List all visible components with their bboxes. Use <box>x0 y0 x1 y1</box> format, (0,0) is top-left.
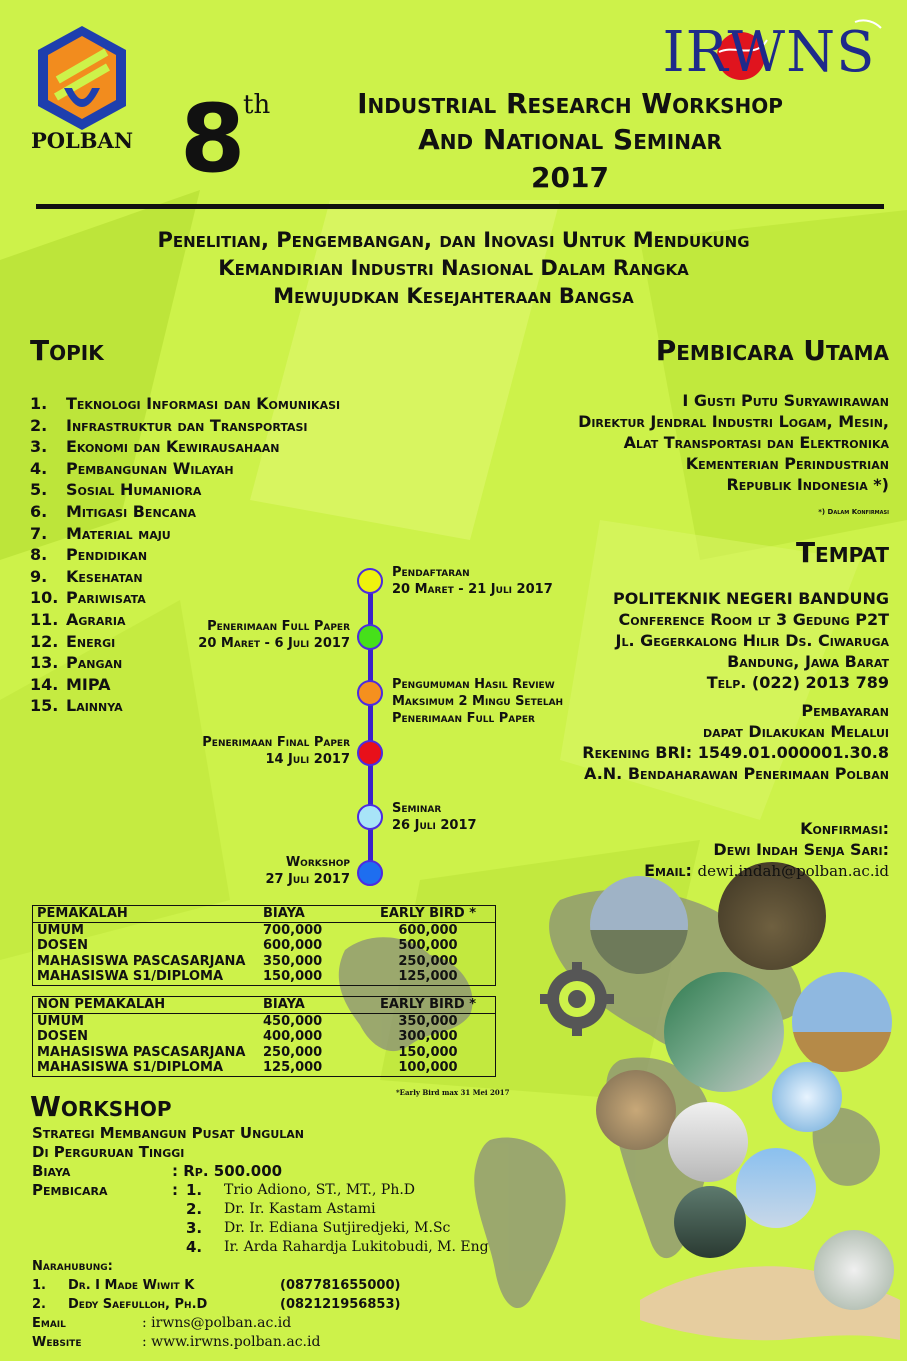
workshop-speaker-colon <box>172 1219 186 1238</box>
keynote-details <box>578 390 889 495</box>
contact-website[interactable]: : www.irwns.polban.ac.id <box>142 1334 321 1350</box>
contact-number: 2. <box>32 1297 46 1312</box>
keynote-position-line1: Direktur Jendral Industri Logam, Mesin, <box>578 412 889 431</box>
workshop-speakers <box>32 1181 492 1257</box>
topic-number: 8. <box>30 545 48 565</box>
workshop-fee-row <box>32 1162 492 1181</box>
fee-cell: 250,000 <box>263 1044 323 1060</box>
fee-table-non-presenter <box>32 996 496 1077</box>
topic-item <box>30 479 450 501</box>
contact-email-row <box>32 1314 502 1333</box>
venue-line1: POLITEKNIK NEGERI BANDUNG <box>612 589 889 608</box>
topic-item <box>30 695 450 717</box>
fee-cell: 150,000 <box>263 969 323 984</box>
workshop-speaker <box>32 1200 492 1219</box>
theme-line1: Penelitian, Pengembangan, dan Inovasi Untuk Mendukung <box>157 228 750 252</box>
workshop-title: Workshop <box>30 1090 172 1123</box>
topic-label: Sosial Humaniora <box>66 480 202 500</box>
timeline-dot <box>357 624 383 650</box>
topic-number: 2. <box>30 415 48 435</box>
payment-account-name: A.N. Bendaharawan Penerimaan Polban <box>584 764 889 783</box>
topic-number: 15. <box>30 696 59 716</box>
confirmation-details <box>644 818 889 882</box>
topic-number: 1. <box>30 394 48 413</box>
payment-line1: Pembayaran <box>801 701 889 720</box>
workshop-speaker-number: 1. <box>186 1181 203 1199</box>
timeline-title: Workshop <box>285 855 350 870</box>
keynote-title: Pembicara Utama <box>655 334 889 367</box>
fee-header-cell: BIAYA <box>263 997 305 1012</box>
topic-item <box>30 415 450 437</box>
topic-label: Agraria <box>66 609 126 629</box>
workshop-fee-value: : Rp. 500.000 <box>172 1162 283 1180</box>
timeline-title: Penerimaan Final Paper <box>202 735 350 750</box>
event-title-line1: Industrial Research Workshop <box>357 87 783 120</box>
fee-cell: 700,000 <box>263 922 323 938</box>
fee-row <box>33 1014 495 1030</box>
workshop-speaker-name: Dr. Ir. Kastam Astami <box>224 1201 376 1217</box>
topic-number: 7. <box>30 523 48 543</box>
fee-cell: 300,000 <box>398 1029 458 1044</box>
confirmation-label: Konfirmasi: <box>800 819 889 838</box>
topic-label: Teknologi Informasi dan Komunikasi <box>66 394 341 413</box>
workshop-speaker-label <box>32 1219 172 1238</box>
workshop-speaker-number: 3. <box>186 1219 203 1237</box>
timeline-title: Pengumuman Hasil Review <box>392 677 555 692</box>
workshop-speaker-label: Pembicara <box>32 1181 108 1199</box>
workshop-speaker-name: Dr. Ir. Ediana Sutjiredjeki, M.Sc <box>224 1220 451 1236</box>
edition-suffix: th <box>243 90 271 120</box>
topic-number: 14. <box>30 674 59 694</box>
contact-phone[interactable]: (082121956853) <box>280 1297 401 1312</box>
timeline-date: 27 Juli 2017 <box>265 872 350 887</box>
fee-cell: 600,000 <box>398 922 458 938</box>
construction-crane-photo <box>792 972 892 1072</box>
power-lines-photo <box>736 1148 816 1228</box>
fee-cell: 400,000 <box>263 1029 323 1044</box>
keynote-name: I Gusti Putu Suryawirawan <box>682 391 889 410</box>
topic-label: Pendidikan <box>66 545 148 565</box>
timeline-dot <box>357 680 383 706</box>
topic-label: Pariwisata <box>66 588 146 608</box>
fee-cell: 600,000 <box>263 938 323 953</box>
payment-details <box>582 700 889 784</box>
fee-cell: MAHASISWA PASCASARJANA <box>37 1044 246 1060</box>
confirmation-name: Dewi Indah Senja Sari: <box>713 840 889 859</box>
topic-label: Energi <box>66 631 116 651</box>
topic-label: Infrastruktur dan Transportasi <box>66 415 308 435</box>
circuit-board-photo <box>664 972 784 1092</box>
contact-person <box>32 1276 502 1295</box>
workshop-speaker-name: Ir. Arda Rahardja Lukitobudi, M. Eng <box>224 1239 489 1255</box>
fee-table-presenter <box>32 905 496 986</box>
topic-item <box>30 458 450 480</box>
timeline-label <box>392 800 477 834</box>
fee-cell: DOSEN <box>37 1029 88 1044</box>
fee-row <box>33 1060 495 1076</box>
edition-number: 8 <box>180 85 246 194</box>
topic-number: 12. <box>30 631 59 651</box>
irwns-wordmark: IRWNS <box>662 20 876 85</box>
fee-header-cell: PEMAKALAH <box>37 906 128 921</box>
fee-row <box>33 954 495 970</box>
keynote-position-line3: Kementerian Perindustrian <box>685 454 889 473</box>
fee-cell: DOSEN <box>37 938 88 953</box>
fee-row <box>33 923 495 939</box>
timeline-date: 20 Maret - 6 Juli 2017 <box>198 636 350 651</box>
wind-turbine-photo <box>590 876 688 974</box>
workshop-speaker-colon <box>172 1238 186 1257</box>
topic-number: 9. <box>30 566 48 586</box>
topic-item <box>30 436 450 458</box>
workshop-speaker-colon <box>172 1200 186 1219</box>
workshop-speaker <box>32 1238 492 1257</box>
timeline-date: 14 Juli 2017 <box>265 752 350 767</box>
workshop-speaker-colon: : <box>172 1181 178 1199</box>
contact-title: Narahubung: <box>32 1259 113 1274</box>
timeline-date2: Penerimaan Full Paper <box>392 711 535 726</box>
fee-cell: 150,000 <box>398 1044 458 1060</box>
event-theme <box>30 226 877 310</box>
fee-table-header <box>33 906 495 923</box>
timeline-dot <box>357 568 383 594</box>
topic-item <box>30 674 450 696</box>
confirmation-email[interactable]: dewi.indah@polban.ac.id <box>697 862 889 880</box>
fee-row <box>33 969 495 985</box>
contact-website-row <box>32 1333 502 1352</box>
topic-item <box>30 566 450 588</box>
fee-cell: 350,000 <box>398 1013 458 1029</box>
venue-phone: Telp. (022) 2013 789 <box>706 673 889 692</box>
venue-title: Tempat <box>795 536 889 569</box>
fee-cell: 500,000 <box>398 938 458 953</box>
contact-email-label: Email <box>32 1316 66 1331</box>
topic-item <box>30 393 450 415</box>
topic-item <box>30 652 450 674</box>
topic-label: Material maju <box>66 523 171 543</box>
keynote-position-line2: Alat Transportasi dan Elektronika <box>623 433 889 452</box>
fee-cell: MAHASISWA S1/DIPLOMA <box>37 1060 224 1075</box>
fee-cell: UMUM <box>37 922 84 938</box>
workshop-subtitle-line2: Di Perguruan Tinggi <box>32 1143 185 1161</box>
snowflake-photo <box>772 1062 842 1132</box>
gear-icon <box>540 962 614 1036</box>
topic-label: Lainnya <box>66 696 123 716</box>
workshop-subtitle-line1: Strategi Membangun Pusat Ungulan <box>32 1124 304 1142</box>
workshop-speaker <box>32 1219 492 1238</box>
contact-name: Dedy Saefulloh, Ph.D <box>68 1297 208 1312</box>
fee-cell: MAHASISWA S1/DIPLOMA <box>37 969 224 984</box>
workshop-speaker-number: 4. <box>186 1238 203 1256</box>
workshop-speaker <box>32 1181 492 1200</box>
confirmation-email-row <box>644 860 889 882</box>
topic-number: 4. <box>30 458 48 478</box>
timeline-label <box>392 564 553 598</box>
contact-website-label: Website <box>32 1335 82 1350</box>
fee-table-header <box>33 997 495 1014</box>
timeline-date: 20 Maret - 21 Juli 2017 <box>392 582 553 597</box>
fee-header-cell: BIAYA <box>263 906 305 921</box>
topic-number: 6. <box>30 501 48 521</box>
timeline-title: Penerimaan Full Paper <box>207 619 350 634</box>
topics-list <box>30 393 450 717</box>
timeline-date: 26 Juli 2017 <box>392 818 477 833</box>
timeline-dot <box>357 740 383 766</box>
fee-header-cell: EARLY BIRD * <box>379 906 477 921</box>
topic-label: Pangan <box>66 653 123 673</box>
fee-cell: 100,000 <box>398 1060 458 1075</box>
topic-label: Ekonomi dan Kewirausahaan <box>66 437 280 457</box>
topic-item <box>30 587 450 609</box>
workshop-details <box>32 1124 492 1257</box>
topic-number: 11. <box>30 609 59 629</box>
topic-number: 5. <box>30 480 48 500</box>
coins-clock-photo <box>596 1070 676 1150</box>
topic-number: 3. <box>30 437 48 457</box>
topic-label: MIPA <box>66 674 111 694</box>
electronics-photo <box>674 1186 746 1258</box>
venue-details <box>613 588 889 693</box>
timeline-dot <box>357 860 383 886</box>
venue-line2: Conference Room lt 3 Gedung P2T <box>618 610 889 629</box>
venue-line4: Bandung, Jawa Barat <box>727 652 889 671</box>
keynote-position-line4: Republik Indonesia *) <box>726 475 889 494</box>
topic-number: 10. <box>30 588 59 608</box>
timeline-label <box>392 676 563 727</box>
topics-title: Topik <box>30 334 104 367</box>
workshop-speaker-name: Trio Adiono, ST., MT., Ph.D <box>224 1182 416 1198</box>
contact-phone[interactable]: (087781655000) <box>280 1278 401 1293</box>
fee-cell: 250,000 <box>398 953 458 969</box>
workshop-fee-label: Biaya <box>32 1162 71 1180</box>
fee-cell: 125,000 <box>398 969 458 984</box>
polban-wordmark: POLBAN <box>30 128 134 153</box>
payment-line2: dapat Dilakukan Melalui <box>702 722 889 741</box>
event-title-line2: And National Seminar <box>418 123 722 156</box>
venue-line3: Jl. Gegerkalong Hilir Ds. Ciwaruga <box>615 631 889 650</box>
topic-item <box>30 544 450 566</box>
early-bird-note: *Early Bird max 31 Mei 2017 <box>396 1088 510 1097</box>
fee-header-cell: EARLY BIRD * <box>379 997 477 1012</box>
topic-label: Pembangunan Wilayah <box>66 458 234 478</box>
topic-item <box>30 523 450 545</box>
topic-number: 13. <box>30 653 59 673</box>
fee-row <box>33 938 495 954</box>
calculator-photo <box>668 1102 748 1182</box>
fee-cell: MAHASISWA PASCASARJANA <box>37 953 246 969</box>
timeline-title: Pendaftaran <box>392 565 470 580</box>
fee-cell: 450,000 <box>263 1013 323 1029</box>
fee-row <box>33 1029 495 1045</box>
timeline-label <box>265 854 350 888</box>
topic-item <box>30 501 450 523</box>
timeline-dot <box>357 804 383 830</box>
confirmation-email-label: Email: <box>644 861 692 880</box>
contact-number: 1. <box>32 1278 46 1293</box>
workshop-speaker-label <box>32 1238 172 1257</box>
contact-people <box>32 1276 502 1314</box>
payment-account: Rekening BRI: 1549.01.000001.30.8 <box>582 743 889 762</box>
fee-cell: 125,000 <box>263 1060 323 1075</box>
timeline-date: Maksimum 2 Mingu Setelah <box>392 694 564 709</box>
workshop-speaker-number: 2. <box>186 1200 203 1218</box>
fee-header-cell: NON PEMAKALAH <box>37 997 166 1012</box>
contact-person <box>32 1295 502 1314</box>
timeline-label <box>198 618 350 652</box>
fee-cell: 350,000 <box>263 953 323 969</box>
contact-name: Dr. I Made Wiwit K <box>68 1278 195 1293</box>
theme-line3: Mewujudkan Kesejahteraan Bangsa <box>273 284 634 308</box>
keynote-confirmation-note: *) Dalam Konfirmasi <box>818 508 889 516</box>
topic-label: Mitigasi Bencana <box>66 501 196 521</box>
header-divider <box>36 204 884 209</box>
timeline-title: Seminar <box>392 801 442 816</box>
contact-section <box>32 1257 502 1352</box>
topic-label: Kesehatan <box>66 566 143 586</box>
workshop-speaker-label <box>32 1200 172 1219</box>
theme-line2: Kemandirian Industri Nasional Dalam Rangka <box>218 256 689 280</box>
contact-email[interactable]: : irwns@polban.ac.id <box>142 1315 292 1331</box>
timeline-label <box>202 734 350 768</box>
fee-cell: UMUM <box>37 1013 84 1029</box>
fee-row <box>33 1045 495 1061</box>
lab-bulb-photo <box>814 1230 894 1310</box>
event-year: 2017 <box>531 161 609 194</box>
